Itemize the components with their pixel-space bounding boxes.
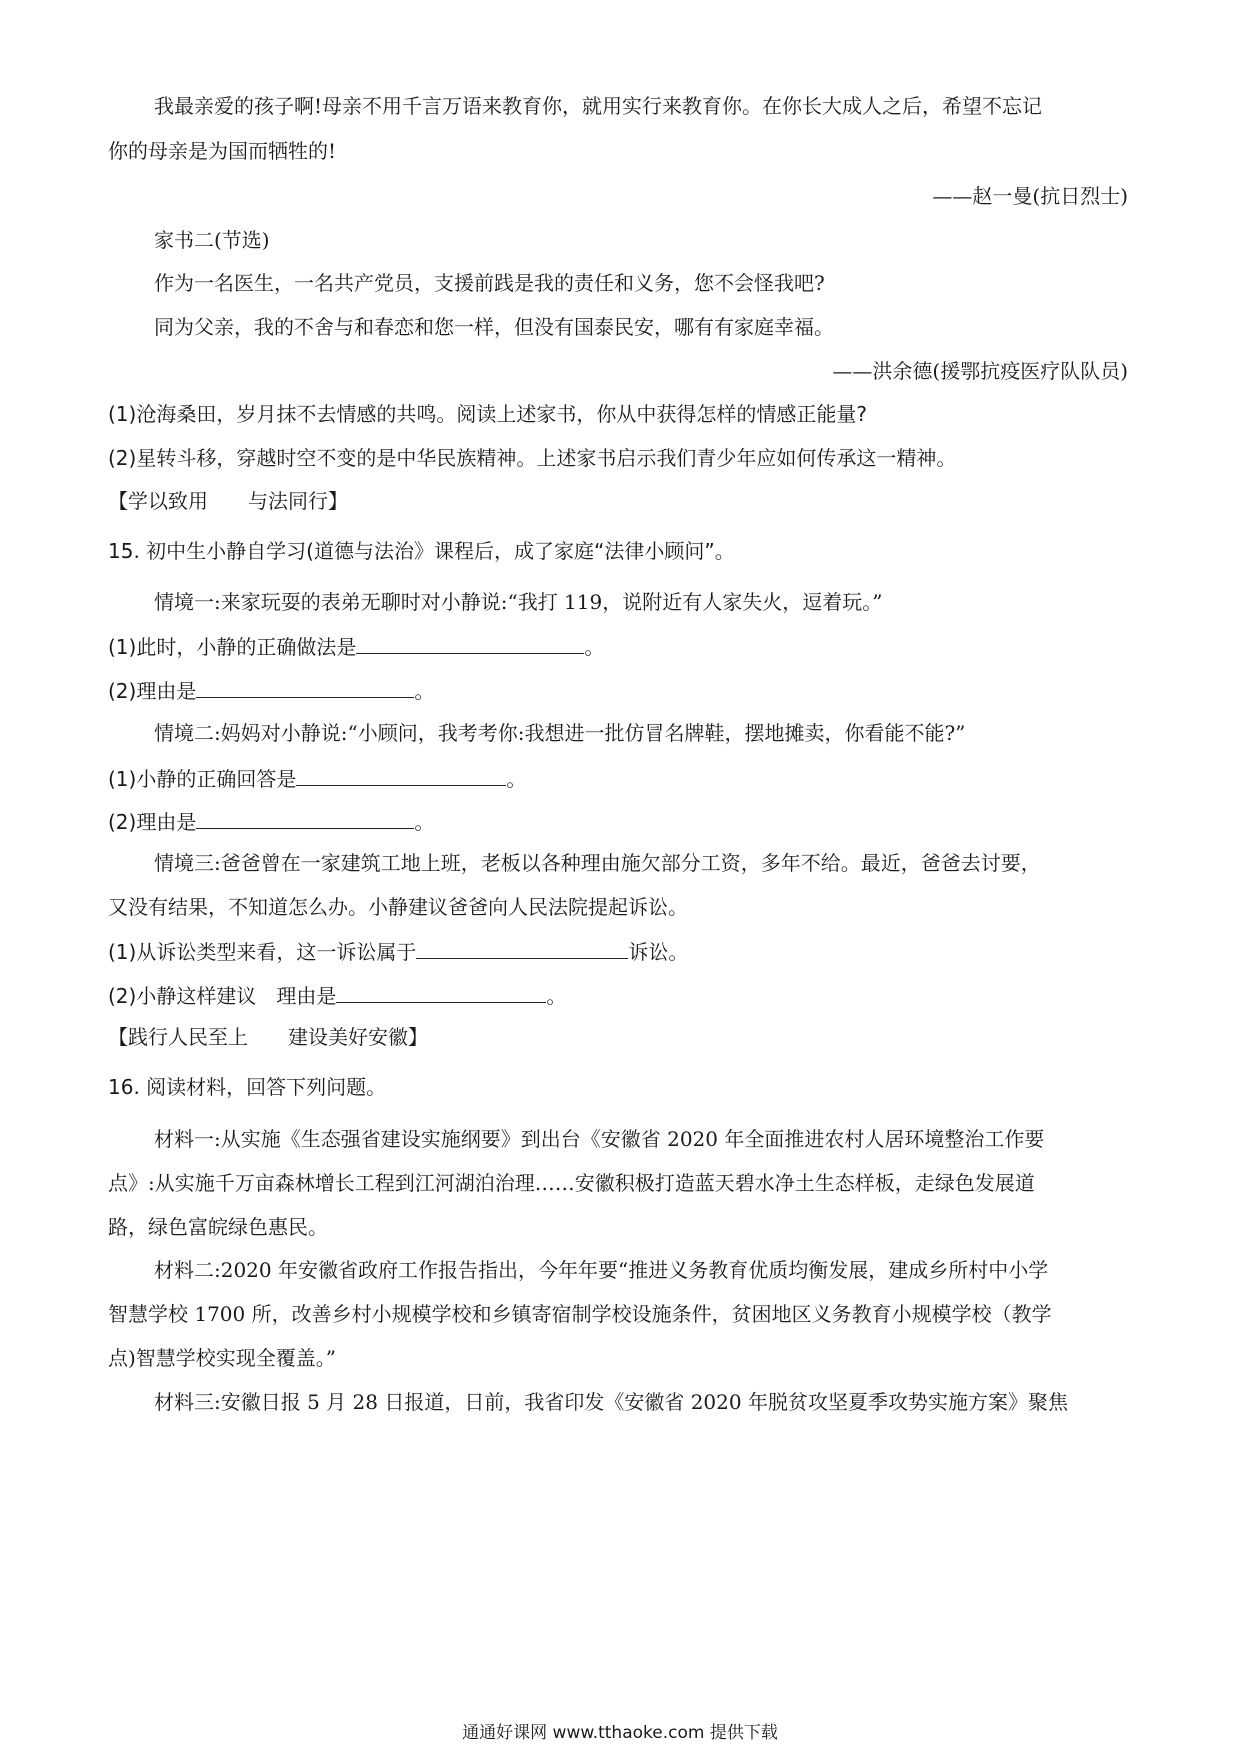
q15-stem: 15. 初中生小静自学习(道德与法治》课程后，成了家庭“法律小顾问”。	[108, 539, 735, 563]
q15-s1-question2	[108, 675, 1128, 705]
answer-blank[interactable]	[356, 631, 584, 654]
period: 。	[546, 984, 567, 1008]
q15-s3-q2-label: (2)小静这样建议 理由是	[108, 984, 337, 1008]
q15-scenario3-line1: 情境三:爸爸曾在一家建筑工地上班，老板以各种理由施欠部分工资，多年不给。最近，爸爸去讨要，	[154, 851, 1041, 875]
section-heading-anhui: 【践行人民至上 建设美好安徽】	[108, 1025, 428, 1049]
period: 。	[414, 810, 435, 834]
q15-scenario1: 情境一:来家玩耍的表弟无聊时对小静说:“我打 119，说附近有人家失火，逗着玩。”	[154, 590, 883, 614]
q16-material3-line1: 材料三:安徽日报 5 月 28 日报道，日前，我省印发《安徽省 2020 年脱贫攻坚夏季攻势实施方案》聚焦	[154, 1390, 1068, 1414]
q15-s3-question2	[108, 980, 1128, 1010]
answer-blank[interactable]	[296, 763, 506, 786]
q15-s3-q1-suffix: 诉讼。	[628, 940, 689, 964]
q15-scenario3-line2: 又没有结果，不知道怎么办。小静建议爸爸向人民法院提起诉讼。	[108, 895, 688, 919]
answer-blank[interactable]	[336, 980, 546, 1003]
letter1-line2: 你的母亲是为国而牺牲的!	[108, 139, 337, 163]
letter2-heading: 家书二(节选)	[154, 228, 270, 252]
q15-s2-q2-label: (2)理由是	[108, 810, 197, 834]
q15-s1-question1	[108, 631, 1128, 661]
q15-s2-question1	[108, 763, 1128, 793]
answer-blank[interactable]	[196, 675, 414, 698]
letter2-line1: 作为一名医生，一名共产党员，支援前践是我的责任和义务，您不会怪我吧?	[154, 271, 825, 295]
q14-sub1: (1)沧海桑田，岁月抹不去情感的共鸣。阅读上述家书，你从中获得怎样的情感正能量?	[108, 402, 867, 426]
letter2-signature: ——洪余德(援鄂抗疫医疗队队员)	[832, 359, 1128, 383]
q16-material1-line1: 材料一:从实施《生态强省建设实施纲要》到出台《安徽省 2020 年全面推进农村人居环境整治工作要	[154, 1127, 1045, 1151]
q15-s2-q1-label: (1)小静的正确回答是	[108, 767, 297, 791]
q15-s2-question2	[108, 806, 1128, 836]
q16-stem: 16. 阅读材料，回答下列问题。	[108, 1075, 387, 1099]
q15-s1-q2-label: (2)理由是	[108, 679, 197, 703]
q15-s3-question1	[108, 936, 1128, 966]
q16-material2-line1: 材料二:2020 年安徽省政府工作报告指出，今年年要“推进义务教育优质均衡发展，建成乡所村中小学	[154, 1258, 1049, 1282]
q15-s3-q1-label: (1)从诉讼类型来看，这一诉讼属于	[108, 940, 417, 964]
letter2-line2: 同为父亲，我的不舍与和春恋和您一样，但没有国泰民安，哪有有家庭幸福。	[154, 315, 834, 339]
q16-material1-line2: 点》:从实施千万亩森林增长工程到江河湖泊治理……安徽积极打造蓝天碧水净土生态样板，走绿色发展道	[108, 1171, 1035, 1195]
section-heading-law: 【学以致用 与法同行】	[108, 489, 348, 513]
q14-sub2: (2)星转斗移，穿越时空不变的是中华民族精神。上述家书启示我们青少年应如何传承这一精神。	[108, 446, 957, 470]
q16-material1-line3: 路，绿色富皖绿色惠民。	[108, 1215, 328, 1239]
page-footer: 通通好课网 www.tthaoke.com 提供下载	[462, 1723, 778, 1743]
q16-material2-line3: 点)智慧学校实现全覆盖。”	[108, 1346, 337, 1370]
q15-scenario2: 情境二:妈妈对小静说:“小顾问，我考考你:我想进一批仿冒名牌鞋，摆地摊卖，你看能不能?”	[154, 721, 966, 745]
q15-s1-q1-label: (1)此时，小静的正确做法是	[108, 635, 357, 659]
letter1-signature: ——赵一曼(抗日烈士)	[932, 184, 1128, 208]
period: 。	[584, 635, 605, 659]
letter1-line1: 我最亲爱的孩子啊!母亲不用千言万语来教育你，就用实行来教育你。在你长大成人之后，希望不忘记	[154, 94, 1043, 118]
period: 。	[414, 679, 435, 703]
period: 。	[506, 767, 527, 791]
q16-material2-line2: 智慧学校 1700 所，改善乡村小规模学校和乡镇寄宿制学校设施条件，贫困地区义务教育小规模学校（教学	[108, 1302, 1052, 1326]
answer-blank[interactable]	[416, 936, 628, 959]
answer-blank[interactable]	[196, 806, 414, 829]
